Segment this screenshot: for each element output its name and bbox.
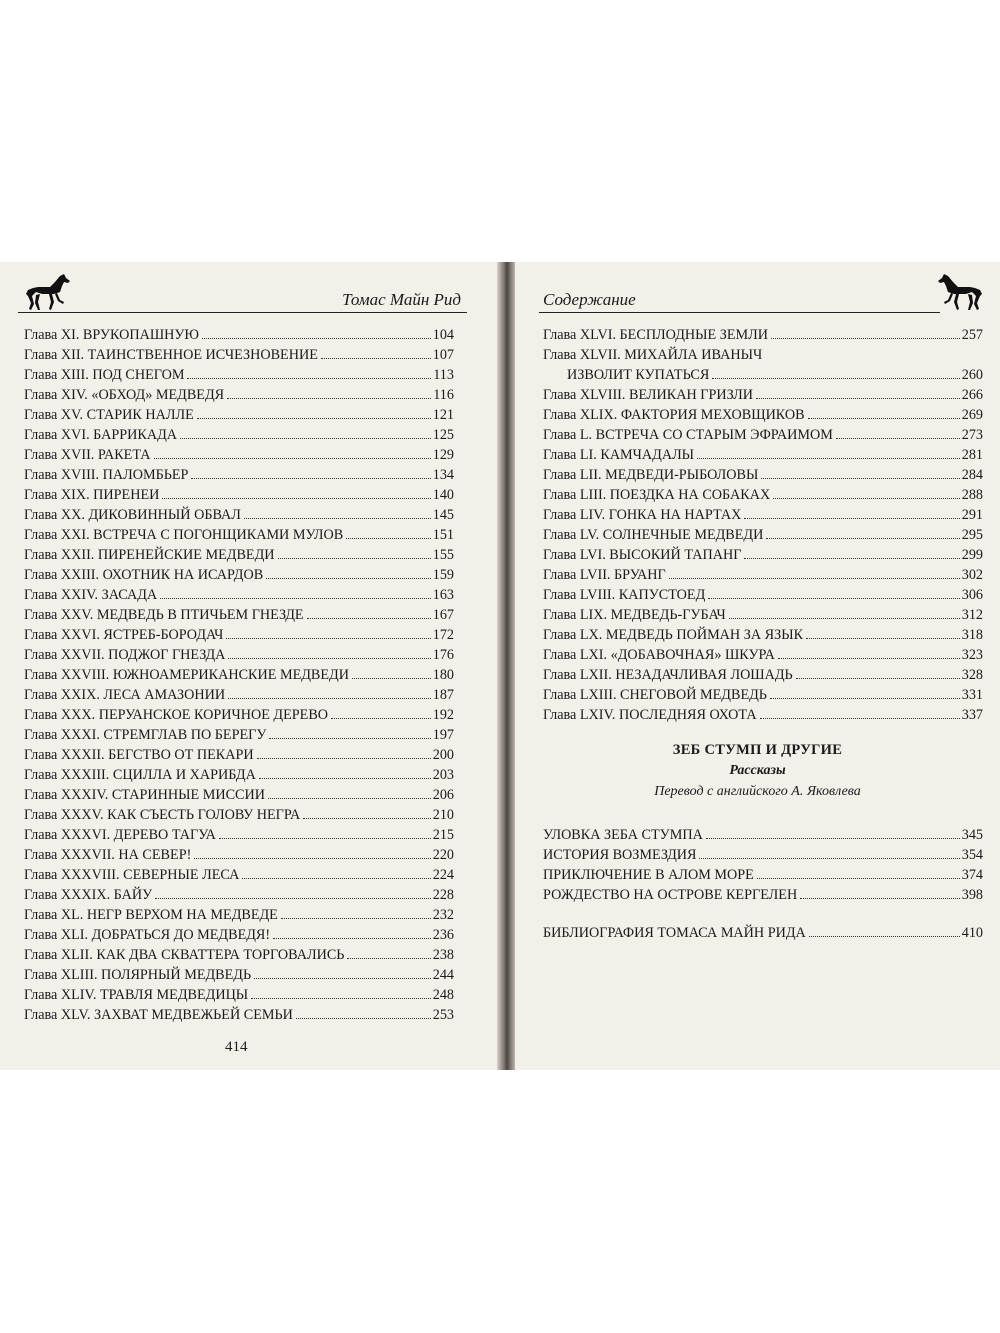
header-rule <box>539 312 940 313</box>
dot-leader <box>809 936 960 937</box>
toc-entry <box>24 505 454 525</box>
dot-leader <box>180 438 431 439</box>
header-rule <box>18 312 467 313</box>
toc-entry <box>543 425 983 445</box>
entry-title: Глава XIII. ПОД СНЕГОМ <box>24 367 185 383</box>
entry-page: 155 <box>432 547 454 563</box>
entry-title: БИБЛИОГРАФИЯ ТОМАСА МАЙН РИДА <box>543 925 806 941</box>
entry-title: Глава LXI. «ДОБАВОЧНАЯ» ШКУРА <box>543 647 775 663</box>
toc-entry <box>543 385 983 405</box>
dot-leader <box>699 858 959 859</box>
toc-entry <box>24 765 454 785</box>
entry-title: Глава XLI. ДОБРАТЬСЯ ДО МЕДВЕДЯ! <box>24 927 271 943</box>
toc-entry <box>543 923 983 943</box>
entry-page: 244 <box>432 967 454 983</box>
dot-leader <box>154 458 431 459</box>
entry-title: Глава XLIX. ФАКТОРИЯ МЕХОВЩИКОВ <box>543 407 805 423</box>
dot-leader <box>155 898 431 899</box>
toc-entry <box>543 485 983 505</box>
entry-title: Глава XXXII. БЕГСТВО ОТ ПЕКАРИ <box>24 747 254 763</box>
toc-entry <box>543 565 983 585</box>
entry-title: Глава LVIII. КАПУСТОЕД <box>543 587 706 603</box>
entry-page: 151 <box>432 527 454 543</box>
entry-title: Глава LXIII. СНЕГОВОЙ МЕДВЕДЬ <box>543 687 767 703</box>
entry-page: 145 <box>432 507 454 523</box>
toc-entry <box>24 625 454 645</box>
dot-leader <box>346 538 430 539</box>
entry-page: 302 <box>961 567 983 583</box>
entry-title: Глава XLIV. ТРАВЛЯ МЕДВЕДИЦЫ <box>24 987 249 1003</box>
entry-title: Глава XX. ДИКОВИННЫЙ ОБВАЛ <box>24 507 241 523</box>
entry-page: 345 <box>961 827 983 843</box>
dot-leader <box>773 498 960 499</box>
toc-entry <box>24 845 454 865</box>
toc-entry <box>543 465 983 485</box>
entry-title-continuation: ИЗВОЛИТ КУПАТЬСЯ <box>567 367 710 383</box>
entry-page: 331 <box>961 687 983 703</box>
toc-entry-continuation <box>543 365 983 385</box>
dot-leader <box>744 558 959 559</box>
dot-leader <box>273 938 431 939</box>
entry-page: 269 <box>961 407 983 423</box>
entry-title: Глава LIII. ПОЕЗДКА НА СОБАКАХ <box>543 487 771 503</box>
dot-leader <box>756 398 960 399</box>
toc-entry <box>24 725 454 745</box>
entry-page: 172 <box>432 627 454 643</box>
entry-page: 163 <box>432 587 454 603</box>
section-subtitle: Рассказы <box>729 763 786 778</box>
entry-page: 328 <box>961 667 983 683</box>
entry-title: Глава LV. СОЛНЕЧНЫЕ МЕДВЕДИ <box>543 527 764 543</box>
toc-entry <box>543 605 983 625</box>
entry-page: 266 <box>961 387 983 403</box>
entry-page: 257 <box>961 327 983 343</box>
dot-leader <box>227 398 431 399</box>
entry-title: Глава LII. МЕДВЕДИ-РЫБОЛОВЫ <box>543 467 759 483</box>
entry-title: Глава XXVI. ЯСТРЕБ-БОРОДАЧ <box>24 627 224 643</box>
entry-title: Глава LVII. БРУАНГ <box>543 567 666 583</box>
entry-title: РОЖДЕСТВО НА ОСТРОВЕ КЕРГЕЛЕН <box>543 887 798 903</box>
dot-leader <box>219 838 431 839</box>
dot-leader <box>729 618 960 619</box>
dot-leader <box>760 718 960 719</box>
entry-title: Глава XXXVII. НА СЕВЕР! <box>24 847 192 863</box>
entry-title: Глава XII. ТАИНСТВЕННОЕ ИСЧЕЗНОВЕНИЕ <box>24 347 318 363</box>
entry-title: Глава XLII. КАК ДВА СКВАТТЕРА ТОРГОВАЛИСЬ <box>24 947 345 963</box>
toc-entry <box>543 525 983 545</box>
page-number: 414 <box>225 1039 248 1055</box>
dot-leader <box>744 518 959 519</box>
entry-page: 121 <box>432 407 454 423</box>
dot-leader <box>697 458 960 459</box>
toc-entry <box>543 505 983 525</box>
dot-leader <box>712 378 959 379</box>
dot-leader <box>281 918 431 919</box>
toc-entry <box>24 345 454 365</box>
entry-page: 197 <box>432 727 454 743</box>
entry-page: 192 <box>432 707 454 723</box>
dot-leader <box>307 618 431 619</box>
entry-page: 203 <box>432 767 454 783</box>
toc-entry <box>24 545 454 565</box>
toc-entry <box>543 325 983 345</box>
toc-entry <box>24 465 454 485</box>
entry-page: 299 <box>961 547 983 563</box>
entry-title: ПРИКЛЮЧЕНИЕ В АЛОМ МОРЕ <box>543 867 754 883</box>
dot-leader <box>278 558 431 559</box>
entry-page: 167 <box>432 607 454 623</box>
entry-page: 273 <box>961 427 983 443</box>
toc-entry <box>543 705 983 725</box>
dot-leader <box>808 418 960 419</box>
entry-page: 159 <box>432 567 454 583</box>
toc-entry <box>24 605 454 625</box>
toc-entry <box>543 625 983 645</box>
entry-page: 337 <box>961 707 983 723</box>
entry-page: 215 <box>432 827 454 843</box>
entry-page: 116 <box>433 387 454 403</box>
entry-title: Глава LI. КАМЧАДАЛЫ <box>543 447 695 463</box>
entry-page: 410 <box>961 925 983 941</box>
entry-title: Глава LX. МЕДВЕДЬ ПОЙМАН ЗА ЯЗЫК <box>543 627 804 643</box>
entry-title: Глава XXX. ПЕРУАНСКОЕ КОРИЧНОЕ ДЕРЕВО <box>24 707 329 723</box>
toc-entry <box>24 745 454 765</box>
entry-title: Глава XXIII. ОХОТНИК НА ИСАРДОВ <box>24 567 264 583</box>
entry-title: Глава XVI. БАРРИКАДА <box>24 427 178 443</box>
entry-page: 129 <box>432 447 454 463</box>
entry-page: 238 <box>432 947 454 963</box>
dot-leader <box>321 358 431 359</box>
entry-page: 200 <box>432 747 454 763</box>
entry-page: 312 <box>961 607 983 623</box>
dot-leader <box>197 418 431 419</box>
entry-page: 281 <box>961 447 983 463</box>
toc-entry <box>24 485 454 505</box>
entry-title: Глава XXIV. ЗАСАДА <box>24 587 158 603</box>
dot-leader <box>254 978 431 979</box>
entry-title: Глава XXXI. СТРЕМГЛАВ ПО БЕРЕГУ <box>24 727 267 743</box>
toc-entry <box>24 785 454 805</box>
toc-entry <box>24 705 454 725</box>
entry-page: 295 <box>961 527 983 543</box>
entry-title: Глава XXVII. ПОДЖОГ ГНЕЗДА <box>24 647 226 663</box>
entry-title: Глава XI. ВРУКОПАШНУЮ <box>24 327 200 343</box>
entry-page: 374 <box>961 867 983 883</box>
entry-title: Глава XXI. ВСТРЕЧА С ПОГОНЩИКАМИ МУЛОВ <box>24 527 344 543</box>
toc-entry <box>543 545 983 565</box>
dot-leader <box>251 998 431 999</box>
entry-title: УЛОВКА ЗЕБА СТУМПА <box>543 827 703 843</box>
entry-title: Глава XLVII. МИХАЙЛА ИВАНЫЧ <box>543 347 763 363</box>
toc-entry <box>24 645 454 665</box>
dot-leader <box>706 838 960 839</box>
entry-title: Глава XLIII. ПОЛЯРНЫЙ МЕДВЕДЬ <box>24 967 252 983</box>
entry-page: 228 <box>432 887 454 903</box>
right-page <box>515 262 1000 1070</box>
entry-title: Глава XXVIII. ЮЖНОАМЕРИКАНСКИЕ МЕДВЕДИ <box>24 667 349 683</box>
entry-page: 224 <box>432 867 454 883</box>
entry-title: Глава XXXV. КАК СЪЕСТЬ ГОЛОВУ НЕГРА <box>24 807 301 823</box>
bibliography-list <box>543 923 983 943</box>
toc-entry <box>543 865 983 885</box>
dot-leader <box>296 1018 431 1019</box>
entry-page: 323 <box>961 647 983 663</box>
entry-page: 291 <box>961 507 983 523</box>
dot-leader <box>352 678 431 679</box>
dot-leader <box>244 518 431 519</box>
dot-leader <box>669 578 960 579</box>
toc-entry <box>24 805 454 825</box>
dot-leader <box>806 638 960 639</box>
entry-title: Глава LIX. МЕДВЕДЬ-ГУБАЧ <box>543 607 726 623</box>
entry-page: 125 <box>432 427 454 443</box>
toc-entry <box>24 985 454 1005</box>
toc-entry <box>543 665 983 685</box>
entry-title: Глава XIV. «ОБХОД» МЕДВЕДЯ <box>24 387 225 403</box>
toc-list <box>24 325 454 1025</box>
entry-page: 318 <box>961 627 983 643</box>
entry-title: Глава XLVI. БЕСПЛОДНЫЕ ЗЕМЛИ <box>543 327 768 343</box>
entry-title: Глава XLV. ЗАХВАТ МЕДВЕЖЬЕЙ СЕМЬИ <box>24 1007 293 1023</box>
dot-leader <box>187 378 431 379</box>
dot-leader <box>761 478 959 479</box>
dot-leader <box>257 758 431 759</box>
toc-entry <box>24 325 454 345</box>
toc-entry <box>543 825 983 845</box>
entry-page: 104 <box>432 327 454 343</box>
toc-entry <box>543 445 983 465</box>
entry-title: Глава XIX. ПИРЕНЕИ <box>24 487 160 503</box>
book-gutter <box>497 262 515 1070</box>
toc-entry <box>24 585 454 605</box>
dot-leader <box>160 598 431 599</box>
entry-title: Глава XXXVIII. СЕВЕРНЫЕ ЛЕСА <box>24 867 240 883</box>
entry-page: 253 <box>432 1007 454 1023</box>
dot-leader <box>259 778 431 779</box>
running-head: Томас Майн Рид <box>342 290 461 309</box>
entry-title: Глава L. ВСТРЕЧА СО СТАРЫМ ЭФРАИМОМ <box>543 427 833 443</box>
dot-leader <box>757 878 960 879</box>
entry-title: Глава LXII. НЕЗАДАЧЛИВАЯ ЛОШАДЬ <box>543 667 793 683</box>
entry-page: 180 <box>432 667 454 683</box>
toc-entry <box>24 905 454 925</box>
dot-leader <box>778 658 960 659</box>
toc-entry <box>24 425 454 445</box>
dot-leader <box>766 538 959 539</box>
toc-entry <box>24 525 454 545</box>
entry-title: Глава LIV. ГОНКА НА НАРТАХ <box>543 507 742 523</box>
entry-page: 134 <box>432 467 454 483</box>
entry-title: Глава XXV. МЕДВЕДЬ В ПТИЧЬЕМ ГНЕЗДЕ <box>24 607 304 623</box>
toc-entry <box>24 665 454 685</box>
toc-entry <box>543 405 983 425</box>
running-head: Содержание <box>543 290 636 309</box>
dot-leader <box>162 498 430 499</box>
left-page <box>0 262 497 1070</box>
toc-entry <box>543 345 983 365</box>
dot-leader <box>202 338 431 339</box>
entry-title: Глава XV. СТАРИК НАЛЛЕ <box>24 407 194 423</box>
toc-entry <box>24 885 454 905</box>
dot-leader <box>771 338 960 339</box>
toc-entry <box>24 685 454 705</box>
horse-icon <box>936 272 984 312</box>
entry-page: 284 <box>961 467 983 483</box>
entry-page: 113 <box>433 367 454 383</box>
dot-leader <box>708 598 959 599</box>
dot-leader <box>269 738 430 739</box>
entry-page: 140 <box>432 487 454 503</box>
toc-entry <box>24 965 454 985</box>
toc-entry <box>24 565 454 585</box>
dot-leader <box>228 658 430 659</box>
entry-title: ИСТОРИЯ ВОЗМЕЗДИЯ <box>543 847 697 863</box>
toc-entry <box>24 445 454 465</box>
entry-page: 288 <box>961 487 983 503</box>
dot-leader <box>226 638 430 639</box>
entry-title: Глава XL. НЕГР ВЕРХОМ НА МЕДВЕДЕ <box>24 907 278 923</box>
entry-title: Глава XVII. РАКЕТА <box>24 447 151 463</box>
entry-title: Глава XVIII. ПАЛОМБЬЕР <box>24 467 189 483</box>
toc-entry <box>24 365 454 385</box>
toc-entry <box>24 385 454 405</box>
toc-entry <box>24 945 454 965</box>
entry-page: 232 <box>432 907 454 923</box>
entry-page: 248 <box>432 987 454 1003</box>
dot-leader <box>800 898 960 899</box>
entry-title: Глава XXIX. ЛЕСА АМАЗОНИИ <box>24 687 226 703</box>
toc-entry <box>543 685 983 705</box>
entry-page: 107 <box>432 347 454 363</box>
entry-page: 354 <box>961 847 983 863</box>
toc-entry <box>24 825 454 845</box>
toc-entry <box>24 405 454 425</box>
dot-leader <box>770 698 960 699</box>
entry-page: 206 <box>432 787 454 803</box>
entry-title: Глава XXXIX. БАЙУ <box>24 887 153 903</box>
entry-title: Глава XXXIV. СТАРИННЫЕ МИССИИ <box>24 787 265 803</box>
entry-page: 398 <box>961 887 983 903</box>
toc-list <box>543 325 983 725</box>
toc-entry <box>543 585 983 605</box>
entry-title: Глава XXXIII. СЦИЛЛА И ХАРИБДА <box>24 767 256 783</box>
entry-page: 306 <box>961 587 983 603</box>
section-title: ЗЕБ СТУМП И ДРУГИЕ <box>672 742 843 758</box>
dot-leader <box>266 578 431 579</box>
entry-page: 187 <box>432 687 454 703</box>
stories-list <box>543 825 983 905</box>
toc-entry <box>543 845 983 865</box>
dot-leader <box>194 858 430 859</box>
entry-page: 260 <box>961 367 983 383</box>
dot-leader <box>796 678 960 679</box>
toc-entry <box>24 925 454 945</box>
dot-leader <box>242 878 430 879</box>
toc-entry <box>24 1005 454 1025</box>
entry-title: Глава XLVIII. ВЕЛИКАН ГРИЗЛИ <box>543 387 753 403</box>
entry-title: Глава XXXVI. ДЕРЕВО ТАГУА <box>24 827 216 843</box>
dot-leader <box>228 698 431 699</box>
toc-entry <box>543 885 983 905</box>
entry-page: 176 <box>432 647 454 663</box>
dot-leader <box>268 798 431 799</box>
horse-icon <box>24 272 72 312</box>
toc-entry <box>24 865 454 885</box>
entry-title: Глава LVI. ВЫСОКИЙ ТАПАНГ <box>543 547 742 563</box>
entry-title: Глава XXII. ПИРЕНЕЙСКИЕ МЕДВЕДИ <box>24 547 275 563</box>
dot-leader <box>347 958 430 959</box>
entry-page: 236 <box>432 927 454 943</box>
entry-title: Глава LXIV. ПОСЛЕДНЯЯ ОХОТА <box>543 707 757 723</box>
dot-leader <box>331 718 431 719</box>
section-translation-credit: Перевод с английского А. Яковлева <box>654 784 861 799</box>
dot-leader <box>191 478 430 479</box>
toc-entry <box>543 645 983 665</box>
entry-page: 210 <box>432 807 454 823</box>
dot-leader <box>303 818 431 819</box>
entry-page: 220 <box>432 847 454 863</box>
dot-leader <box>836 438 960 439</box>
